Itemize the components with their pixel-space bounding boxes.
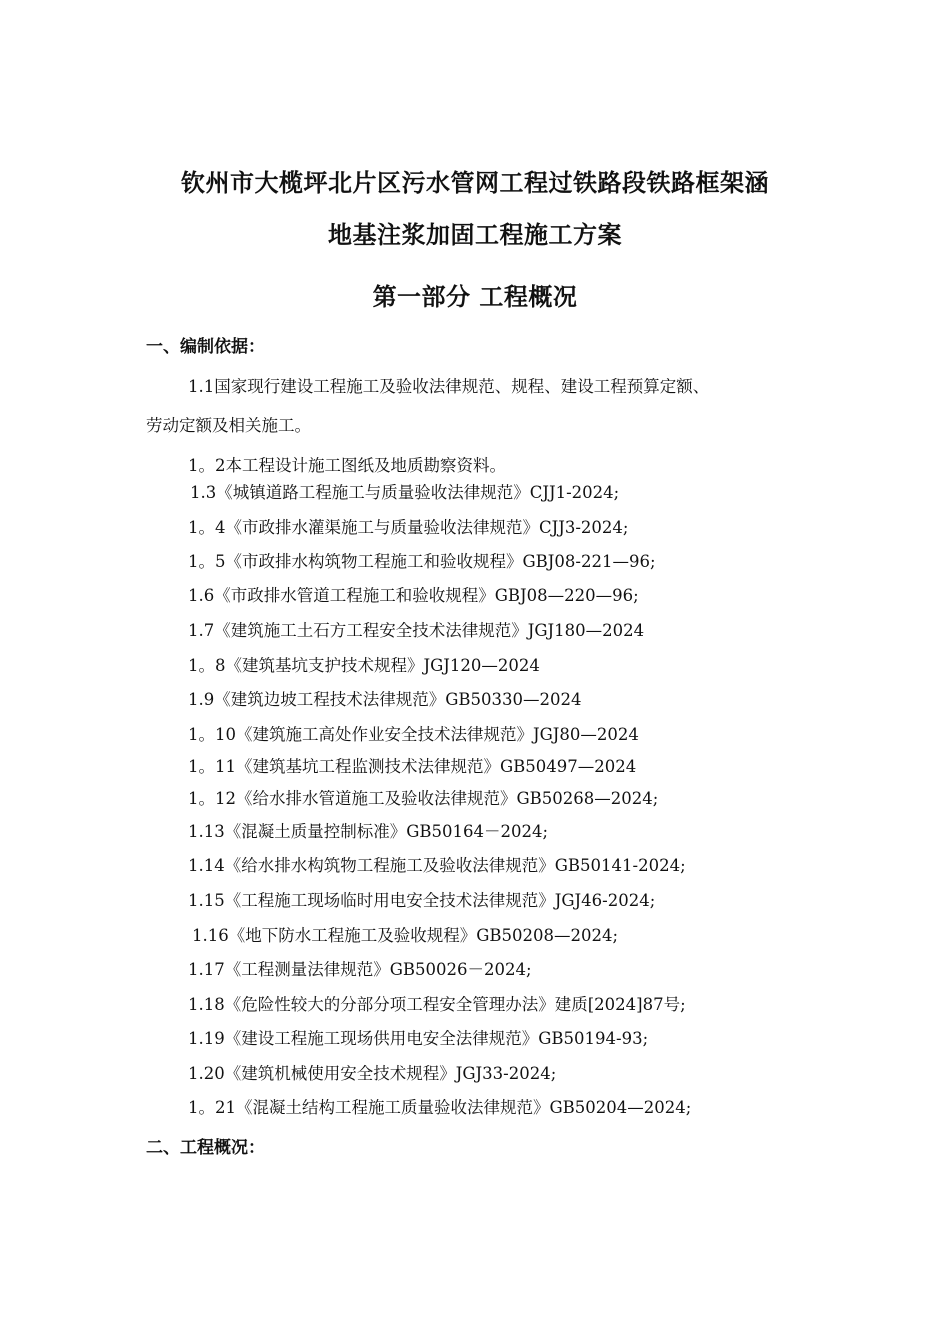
list-item: 1.16《地下防水工程施工及验收规程》GB50208—2024; [192, 926, 619, 945]
list-item: 1.15《工程施工现场临时用电安全技术法律规范》JGJ46-2024; [188, 891, 656, 910]
list-item: 1.13《混凝土质量控制标准》GB50164－2024; [188, 822, 549, 841]
list-item: 1。11《建筑基坑工程监测技术法律规范》GB50497—2024 [188, 757, 637, 776]
list-item: 1。12《给水排水管道施工及验收法律规范》GB50268—2024; [188, 789, 659, 808]
list-item: 1.20《建筑机械使用安全技术规程》JGJ33-2024; [188, 1064, 557, 1083]
list-item: 1.6《市政排水管道工程施工和验收规程》GBJ08—220—96; [188, 586, 639, 605]
basis-paragraph-line2: 劳动定额及相关施工。 [146, 416, 311, 435]
document-title-line1: 钦州市大榄坪北片区污水管网工程过铁路段铁路框架涵 [181, 169, 769, 197]
list-item: 1.18《危险性较大的分部分项工程安全管理办法》建质[2024]87号; [188, 995, 686, 1014]
list-item: 1.17《工程测量法律规范》GB50026－2024; [188, 960, 532, 979]
list-item: 1.14《给水排水构筑物工程施工及验收法律规范》GB50141-2024; [188, 856, 686, 875]
part-title: 第一部分 工程概况 [372, 283, 578, 311]
list-item: 1。10《建筑施工高处作业安全技术法律规范》JGJ80—2024 [188, 725, 639, 744]
section-heading-basis: 一、编制依据： [146, 337, 265, 357]
list-item: 1。5《市政排水构筑物工程施工和验收规程》GBJ08-221—96; [188, 552, 656, 571]
section-heading-overview: 二、工程概况： [146, 1138, 265, 1158]
list-item: 1.7《建筑施工土石方工程安全技术法律规范》JGJ180—2024 [188, 621, 645, 640]
document-title-line2: 地基注浆加固工程施工方案 [328, 221, 622, 249]
list-item: 1.19《建设工程施工现场供用电安全法律规范》GB50194-93; [188, 1029, 649, 1048]
list-item: 1。2本工程设计施工图纸及地质勘察资料。 [188, 456, 506, 475]
list-item: 1。4《市政排水灌渠施工与质量验收法律规范》CJJ3-2024; [188, 518, 629, 537]
list-item: 1。8《建筑基坑支护技术规程》JGJ120—2024 [188, 656, 540, 675]
basis-paragraph-line1: 1.1国家现行建设工程施工及验收法律规范、规程、建设工程预算定额、 [188, 377, 710, 396]
list-item: 1.9《建筑边坡工程技术法律规范》GB50330—2024 [188, 690, 582, 709]
list-item: 1。21《混凝土结构工程施工质量验收法律规范》GB50204—2024; [188, 1098, 692, 1117]
list-item: 1.3《城镇道路工程施工与质量验收法律规范》CJJ1-2024; [190, 483, 620, 502]
